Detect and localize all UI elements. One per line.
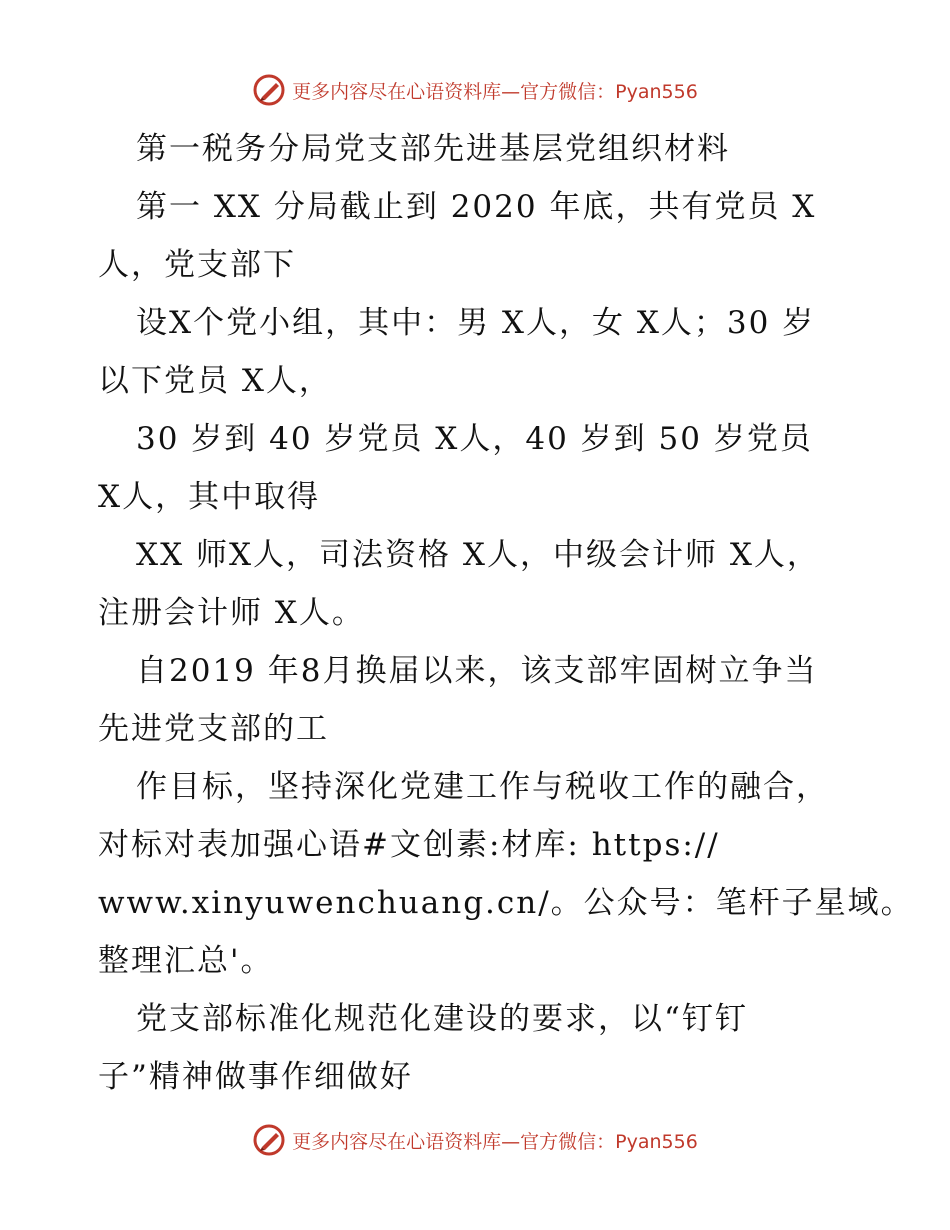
paragraph-line: www.xinyuwenchuang.cn/。公众号：笔杆子星域。	[98, 885, 914, 921]
paragraph-line: 党支部标准化规范化建设的要求，以“钉钉	[136, 1001, 748, 1037]
paragraph-line: X人，其中取得	[98, 479, 321, 515]
paragraph-line: 作目标，坚持深化党建工作与税收工作的融合，	[136, 769, 829, 805]
paragraph-line: 先进党支部的工	[98, 711, 329, 747]
paragraph-line: 30 岁到 40 岁党员 X人，40 岁到 50 岁党员	[136, 421, 813, 457]
paragraph-line: 设X个党小组，其中：男 X人，女 X人；30 岁	[136, 305, 816, 341]
footer-watermark	[0, 1120, 950, 1160]
paragraph-line: 注册会计师 X人。	[98, 595, 365, 631]
paragraph-line: 对标对表加强心语#文创素:材库: https://	[98, 827, 720, 863]
paragraph-line: 子”精神做事作细做好	[98, 1059, 413, 1095]
paragraph-line: XX 师X人，司法资格 X人，中级会计师 X人，	[136, 537, 820, 573]
document-title: 第一税务分局党支部先进基层党组织材料	[136, 131, 730, 167]
watermark-text: 更多内容尽在心语资料库—官方微信：Pyan556	[292, 80, 698, 103]
watermark-text: 更多内容尽在心语资料库—官方微信：Pyan556	[292, 1130, 698, 1153]
pen-logo-icon	[252, 1123, 286, 1157]
paragraph-line: 整理汇总'。	[98, 943, 274, 979]
paragraph-line: 人，党支部下	[98, 247, 296, 283]
paragraph-line: 以下党员 X人，	[98, 363, 332, 399]
document-body	[98, 120, 914, 1106]
pen-logo-icon	[252, 73, 286, 107]
header-watermark	[0, 70, 950, 110]
paragraph-line: 第一 XX 分局截止到 2020 年底，共有党员 X	[136, 189, 817, 225]
paragraph-line: 自2019 年8月换届以来，该支部牢固树立争当	[136, 653, 818, 689]
